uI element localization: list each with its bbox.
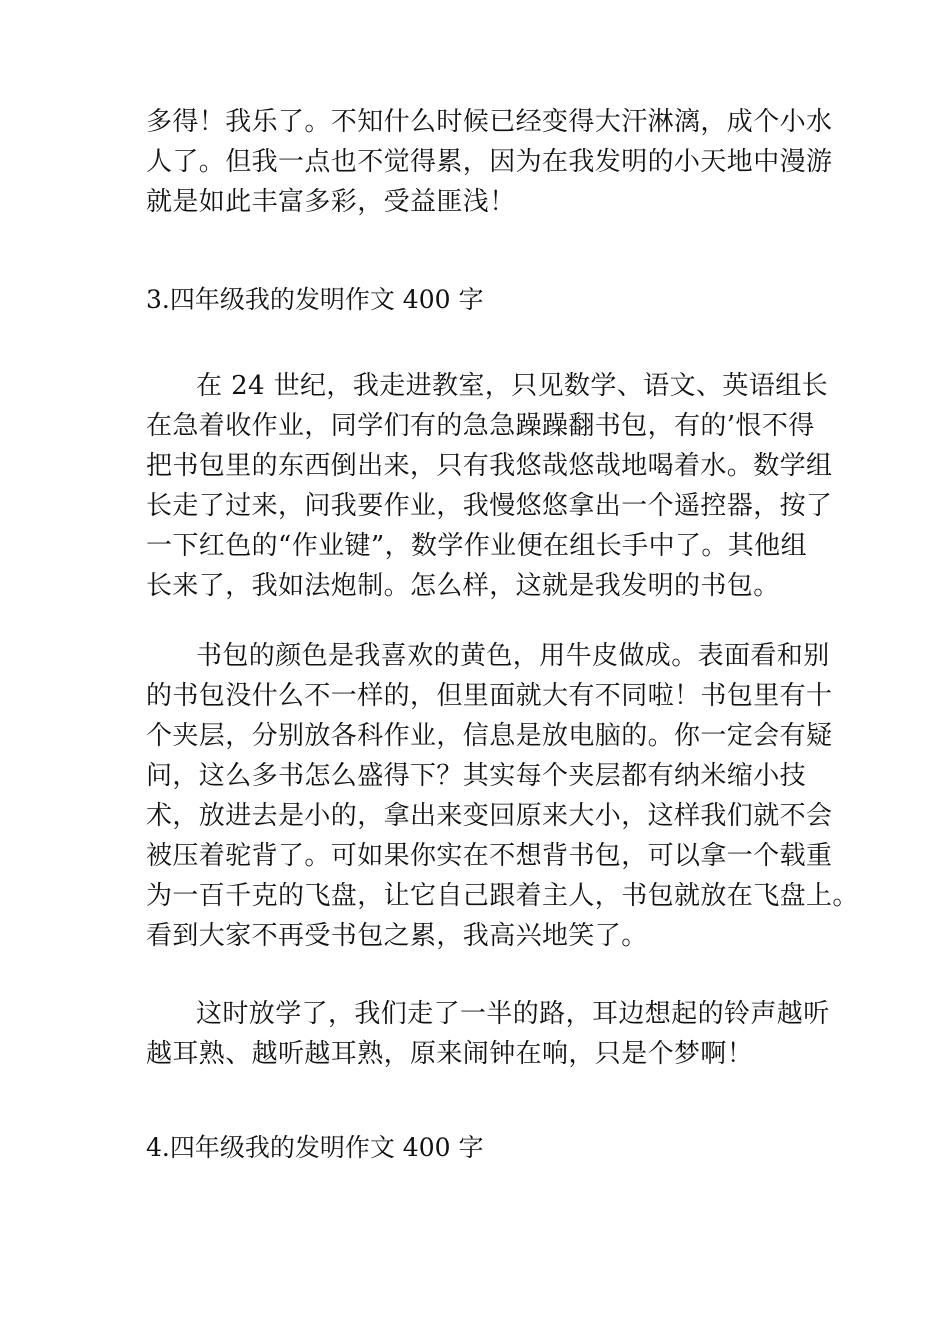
text-line: 看到大家不再受书包之累，我高兴地笑了。 (146, 921, 648, 951)
section-3-paragraph-2 (146, 636, 859, 956)
text-line: 为一百千克的飞盘，让它自己跟着主人，书包就放在飞盘上。 (146, 881, 859, 911)
text-line: 就是如此丰富多彩，受益匪浅！ (146, 187, 516, 217)
section-heading: 3.四年级我的发明作文 400 字 (146, 285, 484, 314)
text-line: 人了。但我一点也不觉得累，因为在我发明的小天地中漫游 (146, 147, 833, 177)
text-line: 长走了过来，问我要作业，我慢悠悠拿出一个遥控器，按了 (146, 491, 833, 521)
text-line: 个夹层，分别放各科作业，信息是放电脑的。你一定会有疑 (146, 721, 833, 751)
text-line: 这时放学了，我们走了一半的路，耳边想起的铃声越听 (196, 999, 830, 1029)
section-3-paragraph-3 (146, 994, 830, 1074)
section-3-paragraph-1 (146, 366, 833, 606)
section-3-heading-block (146, 280, 816, 320)
text-line: 问，这么多书怎么盛得下？其实每个夹层都有纳米缩小技 (146, 761, 807, 791)
section-4-heading-block (146, 1128, 816, 1168)
text-line: 一下红色的“作业键”，数学作业便在组长手中了。其他组 (146, 531, 807, 561)
text-line: 越耳熟、越听越耳熟，原来闹钟在响，只是个梦啊！ (146, 1039, 754, 1069)
text-line: 术，放进去是小的，拿出来变回原来大小，这样我们就不会 (146, 801, 833, 831)
text-line: 书包的颜色是我喜欢的黄色，用牛皮做成。表面看和别 (196, 641, 830, 671)
text-line: 在急着收作业，同学们有的急急躁躁翻书包，有的’恨不得 (146, 411, 815, 441)
text-line: 长来了，我如法炮制。怎么样，这就是我发明的书包。 (146, 571, 780, 601)
text-line: 被压着驼背了。可如果你实在不想背书包，可以拿一个载重 (146, 841, 833, 871)
text-line: 多得！我乐了。不知什么时候已经变得大汗淋漓，成个小水 (146, 107, 833, 137)
text-line: 把书包里的东西倒出来，只有我悠哉悠哉地喝着水。数学组 (146, 451, 833, 481)
section-heading: 4.四年级我的发明作文 400 字 (146, 1133, 484, 1162)
continuation-paragraph (146, 102, 833, 222)
text-line: 的书包没什么不一样的，但里面就大有不同啦！书包里有十 (146, 681, 833, 711)
text-line: 在 24 世纪，我走进教室，只见数学、语文、英语组长 (196, 371, 829, 401)
